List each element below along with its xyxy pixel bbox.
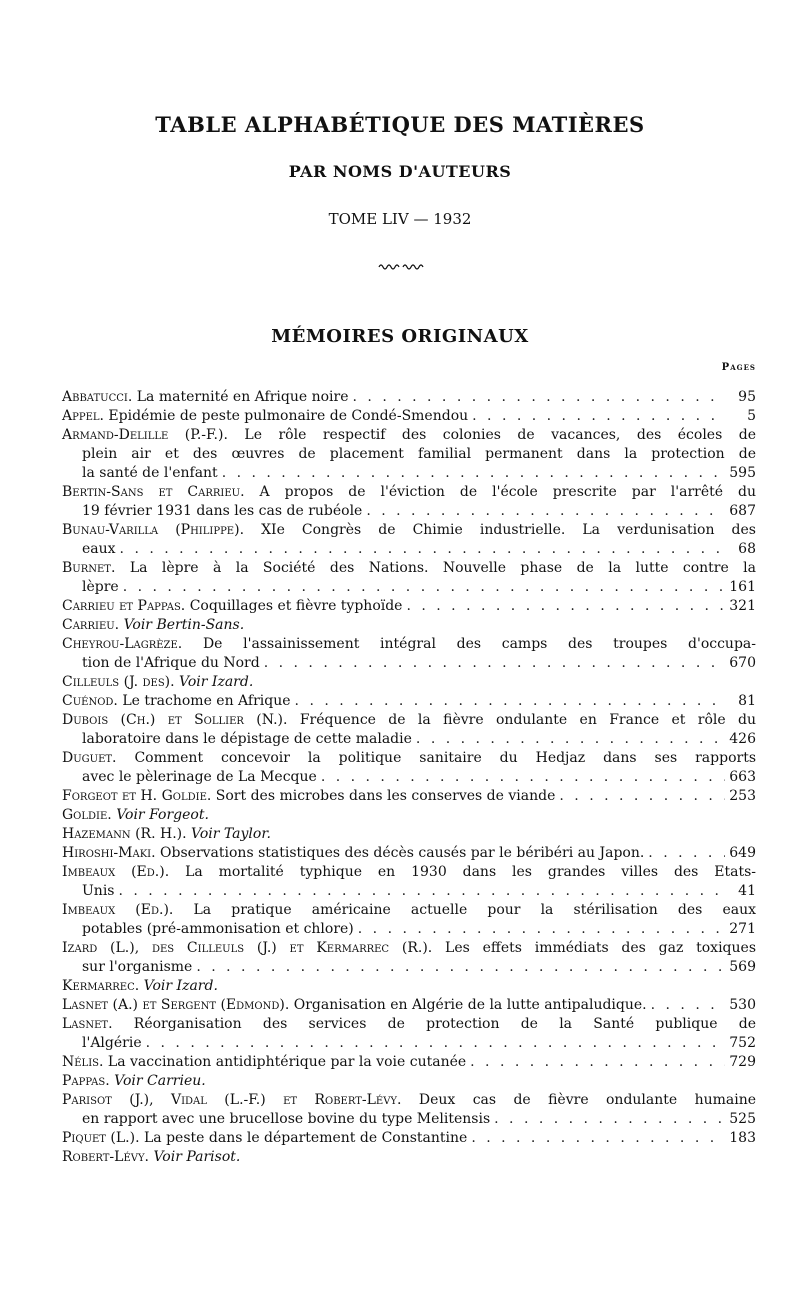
index-entry bbox=[62, 426, 756, 483]
entry-title-text: La maternité en Afrique noire bbox=[136, 389, 349, 405]
index-entries bbox=[62, 388, 756, 1167]
index-entry bbox=[62, 806, 756, 825]
leader-dots bbox=[472, 407, 726, 426]
entry-page-number: 271 bbox=[729, 921, 756, 937]
entry-title-text: Réorganisation des services de protection de la Santé publique de bbox=[133, 1016, 757, 1032]
leader-dots bbox=[353, 388, 726, 407]
entry-author: Forgeot et H. Goldie. bbox=[62, 788, 212, 804]
entry-line bbox=[62, 464, 756, 483]
index-entry bbox=[62, 844, 756, 863]
index-entry bbox=[62, 749, 756, 787]
entry-line bbox=[62, 673, 756, 692]
entry-author: Kermarrec. bbox=[62, 978, 140, 994]
index-entry bbox=[62, 521, 756, 559]
entry-page-number: 95 bbox=[738, 389, 756, 405]
index-entry bbox=[62, 597, 756, 616]
entry-page-number: 569 bbox=[729, 959, 756, 975]
entry-line bbox=[62, 711, 756, 730]
index-entry bbox=[62, 407, 756, 426]
leader-dots bbox=[648, 844, 725, 863]
entry-line bbox=[62, 1015, 756, 1034]
decorative-ornament-icon bbox=[378, 262, 426, 270]
entry-author: Armand-Delille bbox=[62, 427, 169, 443]
entry-title-text: La pratique américaine actuelle pour la stérilisation des eaux bbox=[193, 902, 757, 918]
index-entry bbox=[62, 559, 756, 597]
entry-author: Robert-Lévy. bbox=[62, 1149, 150, 1165]
entry-author: Goldie. bbox=[62, 807, 112, 823]
entry-line bbox=[62, 844, 756, 863]
index-entry bbox=[62, 825, 756, 844]
entry-title-text: La lèpre à la Société des Nations. Nouvelle phase de la lutte contre la bbox=[129, 560, 757, 576]
entry-title-text: laboratoire dans le dépistage de cette maladie bbox=[82, 731, 412, 747]
entry-line bbox=[62, 825, 756, 844]
entry-title-text: Voir Parisot. bbox=[153, 1149, 241, 1165]
index-entry bbox=[62, 1053, 756, 1072]
leader-dots bbox=[471, 1129, 725, 1148]
index-entry bbox=[62, 616, 756, 635]
entry-title-text: A propos de l'éviction de l'école prescrite par l'arrêté du bbox=[259, 484, 757, 500]
entry-author: Lasnet (A.) et Sergent (Edmond). bbox=[62, 997, 290, 1013]
entry-page-number: 752 bbox=[729, 1035, 756, 1051]
entry-page-number: 41 bbox=[738, 883, 756, 899]
entry-title-text: la santé de l'enfant bbox=[82, 465, 218, 481]
entry-author: Burnet. bbox=[62, 560, 116, 576]
entry-line bbox=[62, 483, 756, 502]
entry-title-text: Voir Taylor. bbox=[191, 826, 271, 842]
entry-page-number: 649 bbox=[729, 845, 756, 861]
entry-author: Imbeaux (Ed.). bbox=[62, 902, 174, 918]
leader-dots bbox=[651, 996, 726, 1015]
entry-line bbox=[62, 654, 756, 673]
index-entry bbox=[62, 1129, 756, 1148]
entry-author: Imbeaux (Ed.). bbox=[62, 864, 170, 880]
entry-author: Duguet. bbox=[62, 750, 117, 766]
index-entry bbox=[62, 787, 756, 806]
entry-author: Carrieu. bbox=[62, 617, 120, 633]
leader-dots bbox=[416, 730, 725, 749]
section-title: MÉMOIRES ORIGINAUX bbox=[271, 326, 529, 347]
entry-line bbox=[62, 863, 756, 882]
entry-page-number: 161 bbox=[729, 579, 756, 595]
entry-line bbox=[62, 1148, 756, 1167]
entry-title-text: Les effets immédiats des gaz toxiques bbox=[445, 940, 757, 956]
leader-dots bbox=[321, 768, 725, 787]
entry-line bbox=[62, 996, 756, 1015]
entry-title-text: eaux bbox=[82, 541, 116, 557]
entry-title-text: avec le pèlerinage de La Mecque bbox=[82, 769, 317, 785]
index-entry bbox=[62, 863, 756, 901]
entry-line bbox=[62, 1072, 756, 1091]
index-entry bbox=[62, 635, 756, 673]
entry-page-number: 670 bbox=[729, 655, 756, 671]
entry-line bbox=[62, 559, 756, 578]
entry-author: Carrieu et Pappas. bbox=[62, 598, 186, 614]
entry-line bbox=[62, 1110, 756, 1129]
entry-line bbox=[62, 1034, 756, 1053]
leader-dots bbox=[196, 958, 725, 977]
entry-page-number: 595 bbox=[729, 465, 756, 481]
leader-dots bbox=[470, 1053, 725, 1072]
index-entry bbox=[62, 1148, 756, 1167]
entry-author: Cheyrou-Lagrèze. bbox=[62, 636, 183, 652]
entry-page-number: 687 bbox=[729, 503, 756, 519]
entry-title-text: tion de l'Afrique du Nord bbox=[82, 655, 260, 671]
entry-title-text: Voir Carrieu. bbox=[114, 1073, 206, 1089]
entry-line bbox=[62, 578, 756, 597]
entry-title-text: Organisation en Algérie de la lutte antipaludique. bbox=[293, 997, 647, 1013]
entry-title-text: Epidémie de peste pulmonaire de Condé-Smendou bbox=[108, 408, 469, 424]
entry-page-number: 68 bbox=[738, 541, 756, 557]
entry-line bbox=[62, 692, 756, 711]
entry-line bbox=[62, 597, 756, 616]
entry-author: Cilleuls (J. des). bbox=[62, 674, 175, 690]
leader-dots bbox=[120, 540, 726, 559]
entry-line bbox=[62, 426, 756, 445]
entry-page-number: 81 bbox=[738, 693, 756, 709]
entry-title-text: La mortalité typhique en 1930 dans les grandes villes des Etats- bbox=[185, 864, 757, 880]
leader-dots bbox=[146, 1034, 726, 1053]
entry-author: Bunau-Varilla (Philippe). bbox=[62, 522, 245, 538]
entry-line bbox=[62, 806, 756, 825]
entry-line bbox=[62, 920, 756, 939]
entry-title-text: De l'assainissement intégral des camps des troupes d'occupa- bbox=[202, 636, 756, 652]
index-entry bbox=[62, 692, 756, 711]
entry-title-text: en rapport avec une brucellose bovine du type Melitensis bbox=[82, 1111, 491, 1127]
entry-page-number: 426 bbox=[729, 731, 756, 747]
entry-page-number: 5 bbox=[747, 408, 756, 424]
entry-author: Nélis. bbox=[62, 1054, 104, 1070]
index-entry bbox=[62, 1091, 756, 1129]
index-entry bbox=[62, 1015, 756, 1053]
entry-author: Bertin-Sans et Carrieu. bbox=[62, 484, 245, 500]
entry-line bbox=[62, 901, 756, 920]
entry-line bbox=[62, 1091, 756, 1110]
index-entry bbox=[62, 388, 756, 407]
entry-author: Parisot (J.), Vidal (L.-F.) et Robert-Lévy. bbox=[62, 1092, 402, 1108]
leader-dots bbox=[264, 654, 726, 673]
entry-line bbox=[62, 768, 756, 787]
entry-title-text: Voir Izard. bbox=[143, 978, 218, 994]
index-entry bbox=[62, 1072, 756, 1091]
entry-line bbox=[62, 388, 756, 407]
leader-dots bbox=[406, 597, 725, 616]
entry-line bbox=[62, 635, 756, 654]
entry-author: Izard (L.), des Cilleuls (J.) et Kermarrec (R.). bbox=[62, 940, 433, 956]
entry-title-text: potables (pré-ammonisation et chlore) bbox=[82, 921, 354, 937]
entry-line bbox=[62, 540, 756, 559]
entry-page-number: 525 bbox=[729, 1111, 756, 1127]
entry-author: Lasnet. bbox=[62, 1016, 113, 1032]
entry-author: Pappas. bbox=[62, 1073, 110, 1089]
entry-line bbox=[62, 407, 756, 426]
entry-line bbox=[62, 445, 756, 464]
entry-line bbox=[62, 1053, 756, 1072]
entry-title-text: sur l'organisme bbox=[82, 959, 193, 975]
entry-title-text: (P.-F.). Le rôle respectif des colonies de vacances, des écoles de bbox=[184, 427, 757, 443]
entry-title-text: Comment concevoir la politique sanitaire du Hedjaz dans ses rapports bbox=[134, 750, 757, 766]
entry-line bbox=[62, 977, 756, 996]
entry-title-text: l'Algérie bbox=[82, 1035, 142, 1051]
entry-line bbox=[62, 787, 756, 806]
leader-dots bbox=[366, 502, 725, 521]
entry-line bbox=[62, 521, 756, 540]
entry-author: Appel. bbox=[62, 408, 104, 424]
leader-dots bbox=[358, 920, 725, 939]
entry-page-number: 663 bbox=[729, 769, 756, 785]
entry-title-text: lèpre bbox=[82, 579, 119, 595]
leader-dots bbox=[123, 578, 726, 597]
leader-dots bbox=[559, 787, 725, 806]
entry-page-number: 729 bbox=[729, 1054, 756, 1070]
entry-title-text: Observations statistiques des décès causés par le béribéri au Japon. bbox=[160, 845, 645, 861]
entry-title-text: XIe Congrès de Chimie industrielle. La verdunisation des bbox=[261, 522, 756, 538]
entry-title-text: 19 février 1931 dans les cas de rubéole bbox=[82, 503, 363, 519]
index-entry bbox=[62, 901, 756, 939]
entry-line bbox=[62, 502, 756, 521]
entry-title-text: Unis bbox=[82, 883, 115, 899]
entry-author: Hiroshi-Maki. bbox=[62, 845, 156, 861]
entry-title-text: Voir Bertin-Sans. bbox=[123, 617, 245, 633]
entry-title-text: Sort des microbes dans les conserves de viande bbox=[215, 788, 556, 804]
index-entry bbox=[62, 996, 756, 1015]
page-subtitle: PAR NOMS D'AUTEURS bbox=[288, 162, 512, 181]
entry-author: Abbatucci. bbox=[62, 389, 133, 405]
entry-title-text: Voir Forgeot. bbox=[116, 807, 209, 823]
entry-title-text: plein air et des œuvres de placement familial permanent dans la protection de bbox=[82, 446, 756, 462]
pages-column-header: Pages bbox=[721, 362, 756, 373]
leader-dots bbox=[295, 692, 726, 711]
entry-page-number: 183 bbox=[729, 1130, 756, 1146]
leader-dots bbox=[118, 882, 726, 901]
entry-title-text: Le trachome en Afrique bbox=[122, 693, 291, 709]
index-entry bbox=[62, 977, 756, 996]
index-entry bbox=[62, 483, 756, 521]
entry-line bbox=[62, 616, 756, 635]
index-entry bbox=[62, 711, 756, 749]
leader-dots bbox=[494, 1110, 725, 1129]
entry-title-text: Fréquence de la fièvre ondulante en France et rôle du bbox=[299, 712, 756, 728]
leader-dots bbox=[222, 464, 726, 483]
entry-line bbox=[62, 882, 756, 901]
entry-title-text: Deux cas de fièvre ondulante humaine bbox=[418, 1092, 757, 1108]
entry-line bbox=[62, 1129, 756, 1148]
entry-line bbox=[62, 730, 756, 749]
entry-page-number: 530 bbox=[729, 997, 756, 1013]
entry-author: Cuénod. bbox=[62, 693, 118, 709]
volume-label: TOME LIV — 1932 bbox=[328, 210, 472, 228]
entry-title-text: La vaccination antidiphtérique par la voie cutanée bbox=[107, 1054, 467, 1070]
index-entry bbox=[62, 673, 756, 692]
entry-author: Hazemann (R. H.). bbox=[62, 826, 187, 842]
entry-line bbox=[62, 749, 756, 768]
entry-author: Dubois (Ch.) et Sollier (N.). bbox=[62, 712, 288, 728]
entry-title-text: Voir Izard. bbox=[179, 674, 254, 690]
entry-page-number: 253 bbox=[729, 788, 756, 804]
entry-line bbox=[62, 939, 756, 958]
entry-line bbox=[62, 958, 756, 977]
entry-title-text: Coquillages et fièvre typhoïde bbox=[189, 598, 403, 614]
entry-author: Piquet (L.). bbox=[62, 1130, 140, 1146]
entry-title-text: La peste dans le département de Constantine bbox=[144, 1130, 468, 1146]
index-entry bbox=[62, 939, 756, 977]
entry-page-number: 321 bbox=[729, 598, 756, 614]
page-title: TABLE ALPHABÉTIQUE DES MATIÈRES bbox=[155, 112, 645, 137]
